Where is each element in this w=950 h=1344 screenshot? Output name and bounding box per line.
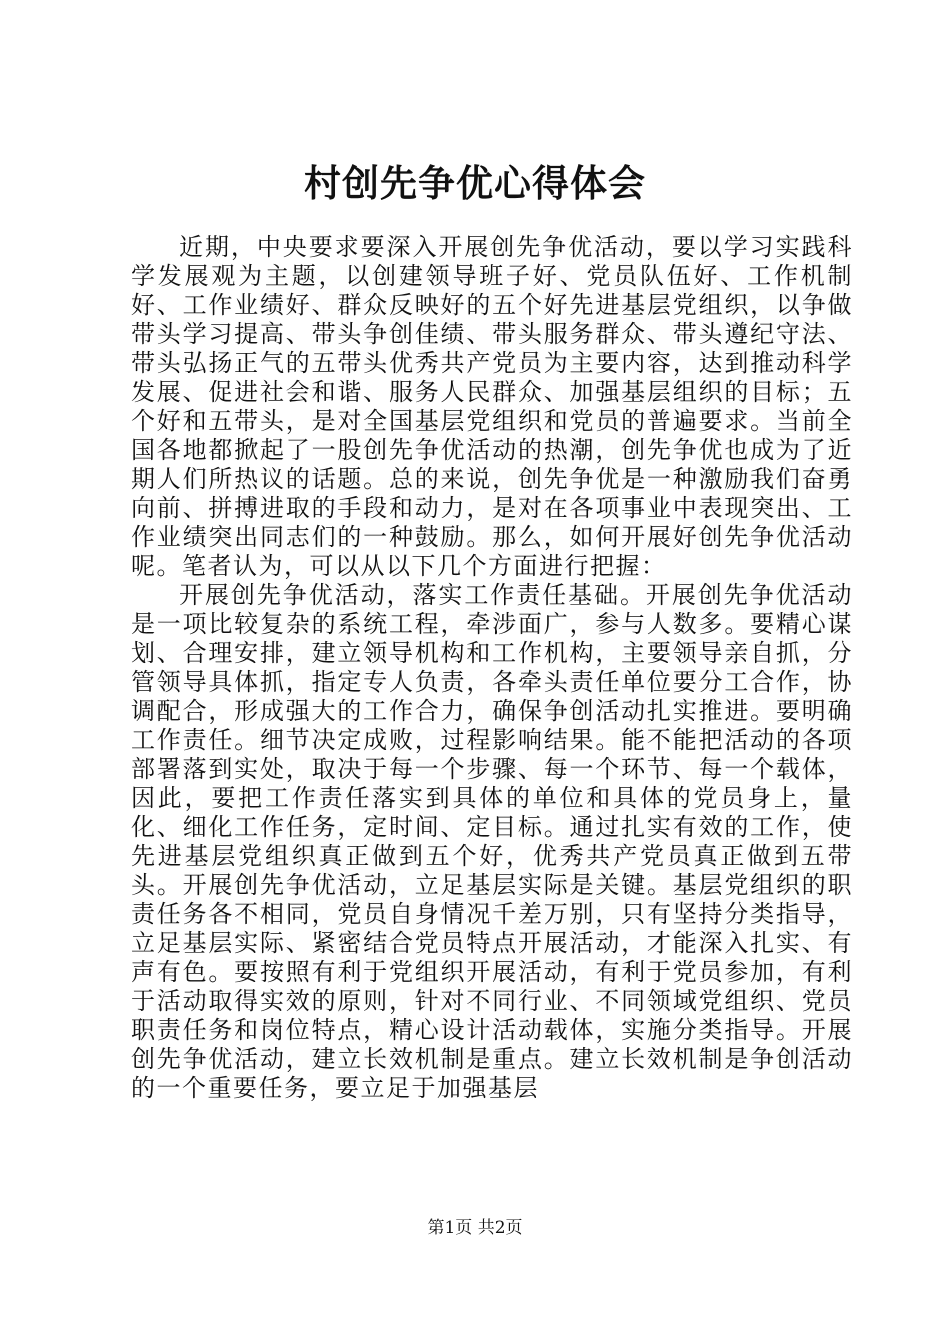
- page-footer: 第1页 共2页: [427, 1218, 523, 1238]
- paragraph-1: 近期，中央要求要深入开展创先争优活动，要以学习实践科学发展观为主题，以创建领导班子好、党员队伍好、工作机制好、工作业绩好、群众反映好的五个好先进基层党组织，以争做带头学习提高、带头争创佳绩、带头服务群众、带头遵纪守法、带头弘扬正气的五带头优秀共产党员为主要内容，达到推动科学发展、促进社会和谐、服务人民群众、加强基层组织的目标；五个好和五带头，是对全国基层党组织和党员的普遍要求。当前全国各地都掀起了一股创先争优活动的热潮，创先争优也成为了近期人们所热议的话题。总的来说，创先争优是一种激励我们奋勇向前、拼搏进取的手段和动力，是对在各项事业中表现突出、工作业绩突出同志们的一种鼓励。那么，如何开展好创先争优活动呢。笔者认为，可以从以下几个方面进行把握：: [131, 233, 853, 580]
- document-title: 村创先争优心得体会: [304, 161, 646, 205]
- paragraph-2: 开展创先争优活动，落实工作责任基础。开展创先争优活动是一项比较复杂的系统工程，牵涉面广，参与人数多。要精心谋划、合理安排，建立领导机构和工作机构，主要领导亲自抓，分管领导具体抓，指定专人负责，各牵头责任单位要分工合作，协调配合，形成强大的工作合力，确保争创活动扎实推进。要明确工作责任。细节决定成败，过程影响结果。能不能把活动的各项部署落到实处，取决于每一个步骤、每一个环节、每一个载体，因此，要把工作责任落实到具体的单位和具体的党员身上，量化、细化工作任务，定时间、定目标。通过扎实有效的工作，使先进基层党组织真正做到五个好，优秀共产党员真正做到五带头。开展创先争优活动，立足基层实际是关键。基层党组织的职责任务各不相同，党员自身情况千差万别，只有坚持分类指导，立足基层实际、紧密结合党员特点开展活动，才能深入扎实、有声有色。要按照有利于党组织开展活动，有利于党员参加，有利于活动取得实效的原则，针对不同行业、不同领域党组织、党员职责任务和岗位特点，精心设计活动载体，实施分类指导。开展创先争优活动，建立长效机制是重点。建立长效机制是争创活动的一个重要任务，要立足于加强基层: [131, 581, 853, 1102]
- document-body: [131, 233, 853, 1103]
